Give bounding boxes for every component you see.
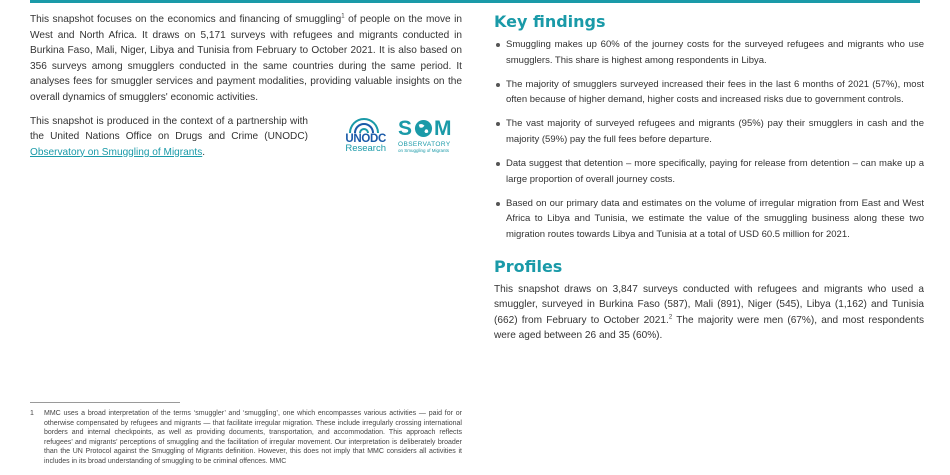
globe-icon (414, 119, 433, 138)
som-observatory-logo (398, 118, 462, 153)
finding-item (494, 116, 924, 147)
footnote-divider (30, 402, 180, 403)
partnership-text: This snapshot is produced in the context of a partnership with the United Nations Office on Drugs and Crime (UNODC) (30, 115, 308, 143)
unodc-research-logo (326, 118, 386, 154)
finding-text: The vast majority of surveyed refugees and migrants (95%) pay their smugglers in cash and the majority (59%) pay the full fees before departure. (506, 118, 924, 145)
footnote-text: MMC uses a broad interpretation of the terms ‘smuggler’ and ‘smuggling’, one which encompasses various activities — paid for or otherwise compensated by refugees and migrants — that facilitate irregular migration. These include irregularly crossing international borders and internal checkpoints, as well as providing documents, transportation, and accommodation. This approach reflects refugees’ and migrants’ perceptions of smuggling and the facilitation of irregular movement. Our interpretation is deliberately broader than the UN Protocol against the Smuggling of Migrants definition. However, this does not imply that MMC considers all activities it includes in its broad understanding of smuggling to be criminal offences. MMC (44, 410, 462, 465)
som-observatory-label: OBSERVATORY (398, 140, 451, 148)
finding-item (494, 37, 924, 68)
finding-item (494, 156, 924, 187)
unodc-sub: Research (345, 142, 386, 154)
key-findings-heading: Key findings (494, 12, 606, 31)
finding-item (494, 77, 924, 108)
profiles-text-cont: The majority were men (67%), and most respondents were aged between 26 and 35 (60%). (494, 314, 924, 342)
unodc-arcs-icon (346, 116, 382, 134)
som-wordmark (398, 118, 462, 140)
profiles-text: This snapshot draws on 3,847 surveys conducted with refugees and migrants who used a smuggler, surveyed in Burkina Faso (587), Mali (891), Niger (545), Libya (1,162) and Tunisia (662) from February to October 2021. (494, 283, 924, 326)
partner-logos (326, 118, 462, 161)
footnote-ref-2[interactable]: 2 (668, 314, 673, 321)
observatory-link[interactable]: Observatory on Smuggling of Migrants (30, 146, 203, 158)
intro-text-cont: of people on the move in West and North Africa. It draws on 5,171 surveys with refugees and migrants conducted in Burkina Faso, Mali, Niger, Libya and Tunisia from February to October 2021. It is also based on 356 surveys among smugglers conducted in the same countries during the same period. It analyses fees for smuggler services and payment modalities, providing valuable insights on the overall dynamics of smugglers' economic activities. (30, 14, 462, 103)
partnership-block (30, 114, 462, 161)
profiles-paragraph (494, 282, 924, 344)
footnote-number: 1 (30, 410, 34, 417)
som-subtitle: on Smuggling of Migrants (398, 147, 450, 153)
unodc-name: UNODC (345, 132, 386, 145)
key-findings-list (494, 37, 924, 243)
bullet-icon (496, 83, 500, 87)
partnership-paragraph (30, 114, 308, 161)
finding-item (494, 196, 924, 243)
intro-paragraph (30, 12, 462, 106)
finding-text: Data suggest that detention – more specifically, paying for release from detention – can make up a large proportion of overall journey costs. (506, 158, 924, 185)
right-column (494, 12, 924, 344)
footnote-1 (30, 409, 462, 466)
intro-text: This snapshot focuses on the economics and financing of smuggling (30, 14, 342, 25)
bullet-icon (496, 162, 500, 166)
bullet-icon (496, 122, 500, 126)
bullet-icon (496, 43, 500, 47)
som-letter-s: S (398, 116, 414, 140)
partnership-end: . (202, 146, 206, 158)
som-letter-m: M (434, 116, 453, 140)
finding-text: Smuggling makes up 60% of the journey costs for the surveyed refugees and migrants who use smugglers. This share is highest among respondents in Libya. (506, 39, 924, 66)
finding-text: Based on our primary data and estimates on the volume of irregular migration from East and West Africa to Libya and Tunisia, we estimate the value of the smuggling business along these two migration routes towards Libya and Tunisia at a total of USD 60.5 million for 2021. (506, 197, 924, 240)
profiles-heading: Profiles (494, 256, 563, 276)
finding-text: The majority of smugglers surveyed increased their fees in the last 6 months of 2021 (57%), most often because of higher demand, higher costs and increased risks due to government controls. (506, 78, 924, 106)
bullet-icon (496, 202, 500, 206)
top-accent-bar (30, 0, 920, 3)
footnote-ref-1[interactable]: 1 (341, 13, 345, 20)
left-column (30, 12, 462, 160)
